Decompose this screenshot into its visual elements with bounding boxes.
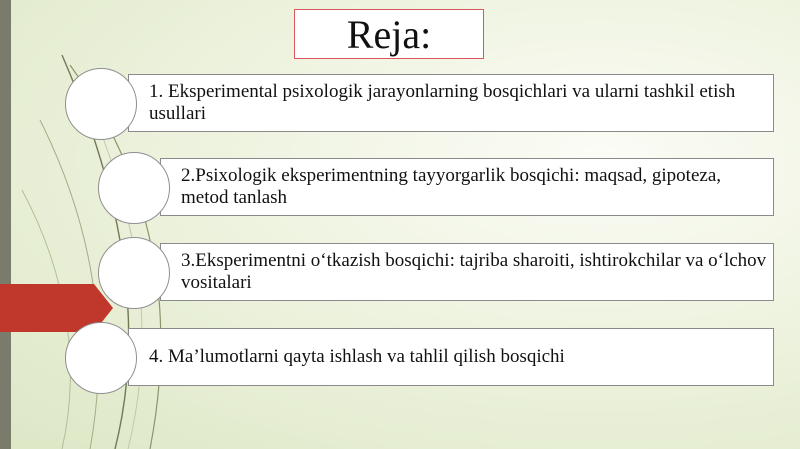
plan-item-3-circle [98,237,170,309]
plan-item-2-circle [98,152,170,224]
slide-title: Reja: [294,9,484,59]
plan-item-1-circle [65,68,137,140]
plan-item-2 [160,158,774,216]
plan-item-1 [128,74,774,132]
plan-item-3 [160,243,774,301]
plan-item-3-text: 3.Eksperimentni o‘tkazish bosqichi: tajriba sharoiti, ishtirokchilar va o‘lchov vositalari [181,250,767,293]
plan-item-4-text: 4. Ma’lumotlarni qayta ishlash va tahlil qilish bosqichi [149,346,565,367]
plan-item-4-circle [65,322,137,394]
plan-item-1-text: 1. Eksperimental psixologik jarayonlarning bosqichlari va ularni tashkil etish usullari [149,81,736,124]
plan-item-2-text: 2.Psixologik eksperimentning tayyorgarlik bosqichi: maqsad, gipoteza, metod tanlash [181,165,722,208]
plan-item-4 [128,328,774,386]
